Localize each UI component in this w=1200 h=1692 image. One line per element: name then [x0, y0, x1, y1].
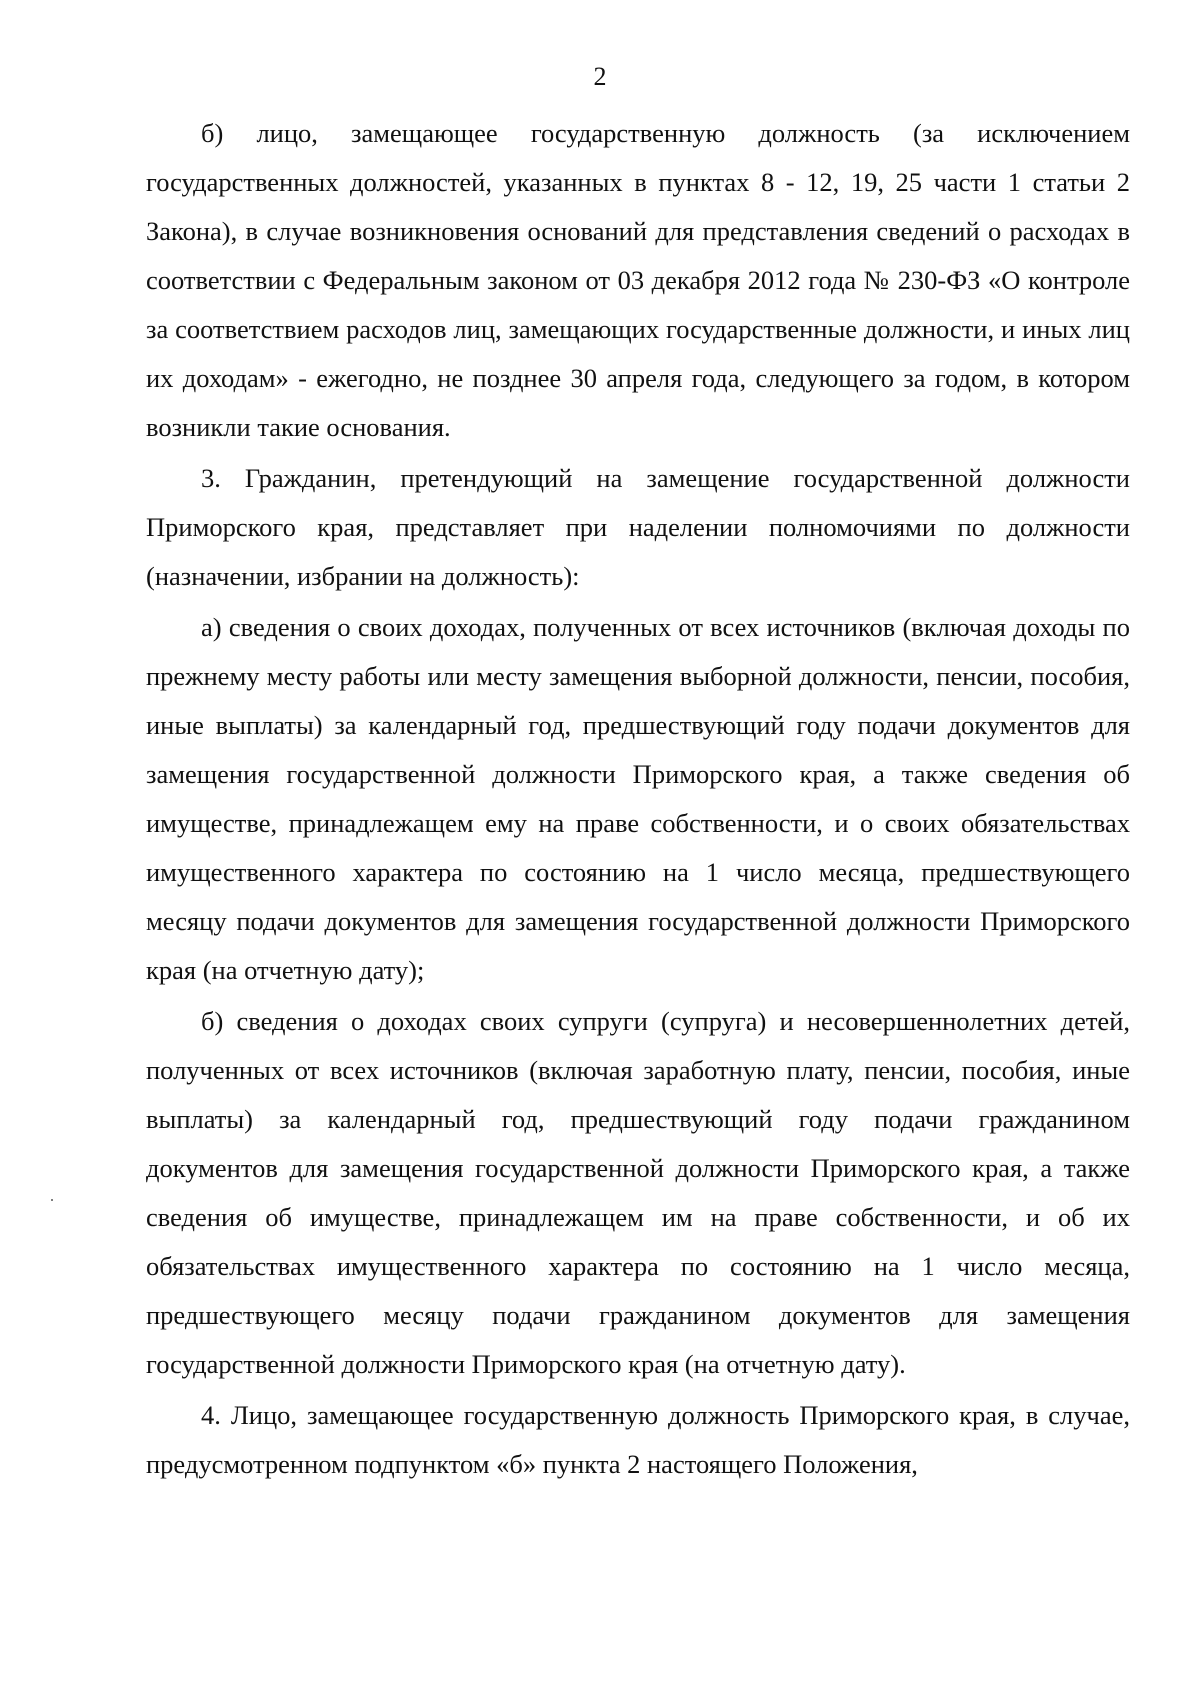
scan-artifact-dot: [51, 1199, 53, 1201]
paragraph-2b-expenses: б) лицо, замещающее государственную должность (за исключением государственных должностей, указанных в пунктах 8 - 12, 19, 25 части 1 статьи 2 Закона), в случае возникновения оснований для представления сведений о расходах в соответствии с Федеральным законом от 03 декабря 2012 года № 230-ФЗ «О контроле за соответствием расходов лиц, замещающих государственные должности, и иных лиц их доходам» - ежегодно, не позднее 30 апреля года, следующего за годом, в котором возникли такие основания.: [146, 118, 1130, 442]
document-body: [146, 109, 1130, 1491]
paragraph-3b-family-income: б) сведения о доходах своих супруги (супруга) и несовершеннолетних детей, полученных от всех источников (включая заработную плату, пенсии, пособия, иные выплаты) за календарный год, предшествующий году подачи гражданином документов для замещения государственной должности Приморского края, а также сведения об имуществе, принадлежащем им на праве собственности, и об их обязательствах имущественного характера по состоянию на 1 число месяца, предшествующего месяцу подачи гражданином документов для замещения государственной должности Приморского края (на отчетную дату).: [146, 1006, 1130, 1379]
paragraph-3-citizen: 3. Гражданин, претендующий на замещение государственной должности Приморского края, представляет при наделении полномочиями по должности (назначении, избрании на должность):: [146, 463, 1130, 591]
paragraph-4-official: 4. Лицо, замещающее государственную должность Приморского края, в случае, предусмотренном подпунктом «б» пункта 2 настоящего Положения,: [146, 1400, 1130, 1479]
paragraph-3a-own-income: а) сведения о своих доходах, полученных от всех источников (включая доходы по прежнему месту работы или месту замещения выборной должности, пенсии, пособия, иные выплаты) за календарный год, предшествующий году подачи документов для замещения государственной должности Приморского края, а также сведения об имуществе, принадлежащем ему на праве собственности, и о своих обязательствах имущественного характера по состоянию на 1 число месяца, предшествующего месяцу подачи документов для замещения государственной должности Приморского края (на отчетную дату);: [146, 612, 1130, 985]
page-number: 2: [593, 62, 607, 91]
